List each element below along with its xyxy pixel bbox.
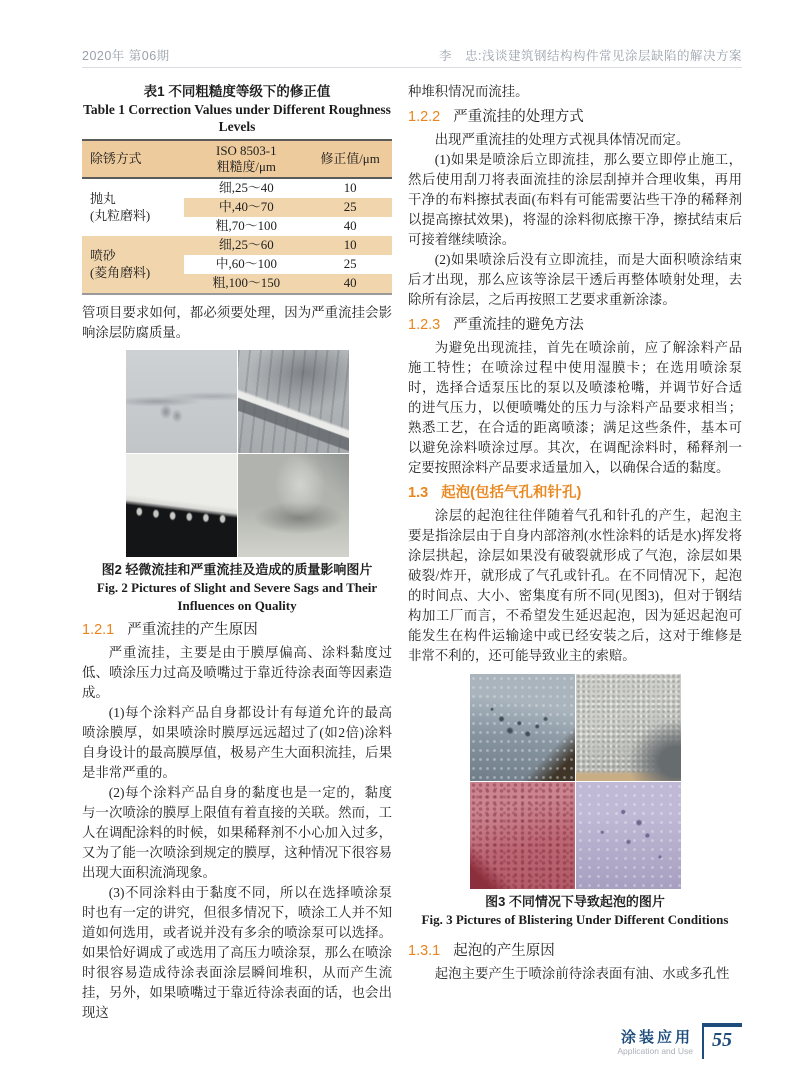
section-heading-1-2-2 — [408, 107, 742, 127]
col-header-roughness-line2: 粗糙度/μm — [216, 160, 276, 174]
fig2-photo-edge-drips — [126, 454, 237, 557]
section-title: 严重流挂的处理方式 — [453, 109, 584, 125]
paragraph: 起泡主要产生于喷涂前待涂表面有油、水或多孔性 — [434, 966, 730, 981]
method-cell-sand-blasting: 喷砂 (菱角磨料) — [82, 236, 184, 294]
table1-title-cn: 表1 不同粗糙度等级下的修正值 — [143, 84, 331, 99]
method-cell-shot-blasting: 抛丸 (丸粒磨料) — [90, 191, 151, 223]
section-title: 严重流挂的避免方法 — [453, 317, 584, 333]
fig2-photo-slight-sag — [126, 350, 237, 453]
paragraph: 涂层的起泡往往伴随着气孔和针孔的产生，起泡主要是指涂层由于自身内部溶剂(水性涂料的话是水)挥发将涂层拱起，涂层如果没有破裂就形成了气泡，涂层如果破裂/炸开，就形成了气孔或针孔。在不同情况下，起泡的时间点、大小、密集度有所不同(见图3)，但对于钢结构加工厂而言，不希望发生延迟起泡，因为延迟起泡可能发生在构件运输途中或已经安装之后，这对于维修是非常不利的，还可能导致业主的索赔。 — [408, 508, 742, 663]
section-heading-1-3-1 — [408, 941, 742, 961]
paragraph: 管项目要求如何，都必须要处理，因为严重流挂会影响涂层防腐质量。 — [82, 305, 392, 340]
figure-3 — [470, 674, 680, 889]
section-number: 1.3 — [408, 485, 429, 501]
figure-3-caption-en: Fig. 3 Pictures of Blistering Under Different Conditions — [421, 912, 729, 927]
journal-section-cn: 涂装应用 — [620, 1029, 693, 1046]
section-heading-1-3 — [408, 483, 742, 503]
paragraph: 严重流挂，主要是由于膜厚偏高、涂料黏度过低、喷涂压力过高及喷嘴过于靠近待涂表面等因素造成。 — [82, 645, 392, 700]
figure-2-caption-en: Fig. 2 Pictures of Slight and Severe Sags and Their Influences on Quality — [96, 580, 378, 613]
section-title: 严重流挂的产生原因 — [127, 622, 258, 638]
paragraph: 为避免出现流挂，首先在喷涂前，应了解涂料产品施工特性；在喷涂过程中使用湿膜卡；在选用喷涂泵时，选择合适泵压比的泵以及喷漆枪嘴，并调节好合适的进气压力，以便喷嘴处的压力与涂料产品要求相当；熟悉工艺，在合适的距离喷漆；满足这些条件，基本可以避免涂料喷涂过厚。其次，在调配涂料时，稀释剂一定要按照涂料产品要求适量加入，以确保合适的黏度。 — [408, 340, 742, 475]
figure-3-caption-cn: 图3 不同情况下导致起泡的图片 — [485, 894, 665, 909]
table-row: 喷砂 (菱角磨料) 细,25～60 10 — [82, 236, 392, 255]
table1-title-en: Table 1 Correction Values under Different Roughness Levels — [83, 102, 391, 134]
two-column-body — [82, 82, 742, 1023]
figure-2 — [126, 350, 348, 557]
fig2-photo-severe-sags — [238, 350, 349, 453]
journal-section-en: Application and Use — [617, 1046, 693, 1056]
fig3-photo-steel-craters — [470, 674, 575, 781]
right-column — [408, 82, 742, 1023]
section-number: 1.2.2 — [408, 109, 441, 125]
header-issue: 2020年 第06期 — [82, 49, 170, 63]
correction-values-table — [82, 139, 392, 295]
page-number: 55 — [702, 1023, 742, 1059]
paragraph: (2)每个涂料产品自身的黏度也是一定的，黏度与一次喷涂的膜厚上限值有着直接的关联。然而，工人在调配涂料的时候，如果稀释剂不小心加入过多，又为了能一次喷涂到规定的膜厚，这种情况下很容易出现大面积流淌现象。 — [82, 785, 392, 880]
section-heading-1-2-3 — [408, 315, 742, 335]
fig3-photo-gray-blistering — [576, 674, 681, 781]
section-title: 起泡的产生原因 — [453, 943, 555, 959]
col-header-roughness-line1: ISO 8503-1 — [216, 144, 277, 158]
fig2-photo-corner-sag — [238, 454, 349, 557]
paragraph: (1)如果是喷涂后立即流挂，那么要立即停止施工，然后使用刮刀将表面流挂的涂层刮掉并合理收集，再用干净的布料擦拭表面(布料有可能需要沾些干净的稀释剂以提高擦拭效果)，将湿的涂料彻底擦干净，擦拭结束后可接着继续喷涂。 — [408, 152, 742, 247]
table-row: 中,60～100 25 — [215, 257, 357, 271]
page-header — [82, 46, 742, 68]
page-footer — [617, 1023, 742, 1059]
figure-3-caption — [408, 893, 742, 929]
section-number: 1.2.1 — [82, 622, 115, 638]
section-heading-1-2-1 — [82, 620, 392, 640]
section-number: 1.3.1 — [408, 943, 441, 959]
section-title: 起泡(包括气孔和针孔) — [441, 485, 582, 501]
paragraph: (2)如果喷涂后没有立即流挂，而是大面积喷涂结束后才出现，那么应该等涂层干透后再整体喷射处理，去除所有涂层，之后再按照工艺要求重新涂漆。 — [408, 252, 742, 307]
table-row: 抛丸 (丸粒磨料) 细,25～40 10 — [82, 178, 392, 198]
table-header-row — [82, 140, 392, 178]
figure-2-caption-cn: 图2 轻微流挂和严重流挂及造成的质量影响图片 — [101, 562, 373, 577]
header-running-title: 李 忠:浅谈建筑钢结构构件常见涂层缺陷的解决方案 — [439, 49, 742, 63]
table-row: 中,40～70 25 — [82, 198, 392, 217]
paragraph: (3)不同涂料由于黏度不同，所以在选择喷涂泵时也有一定的讲究，但很多情况下，喷涂工人并不知道如何选用，或者说并没有多余的喷涂泵可以选择。如果恰好调成了或选用了高压力喷涂泵，那么在喷涂时很容易造成待涂表面涂层瞬间堆积，从而产生流挂，另外，如果喷嘴过于靠近待涂表面的话，也会出现这 — [82, 885, 392, 1020]
col-header-method: 除锈方式 — [82, 140, 184, 178]
paragraph: (1)每个涂料产品自身都设计有每道允许的最高喷涂膜厚，如果喷涂时膜厚远远超过了(如2倍)涂料自身设计的最高膜厚值，极易产生大面积流挂，后果是非常严重的。 — [82, 705, 392, 780]
journal-section-name — [617, 1030, 693, 1057]
paragraph: 出现严重流挂的处理方式视具体情况而定。 — [434, 132, 690, 147]
table-row: 粗,100～150 40 — [82, 274, 392, 294]
paragraph: 种堆积情况而流挂。 — [408, 84, 529, 99]
table-row: 粗,70～100 40 — [215, 219, 357, 233]
col-header-roughness — [184, 140, 308, 178]
figure-2-caption — [82, 561, 392, 615]
fig3-photo-purple-pinholes — [576, 782, 681, 889]
table1-title — [82, 82, 392, 135]
section-number: 1.2.3 — [408, 317, 441, 333]
fig3-photo-pink-blisters — [470, 782, 575, 889]
left-column — [82, 82, 392, 1023]
col-header-correction: 修正值/μm — [308, 140, 392, 178]
